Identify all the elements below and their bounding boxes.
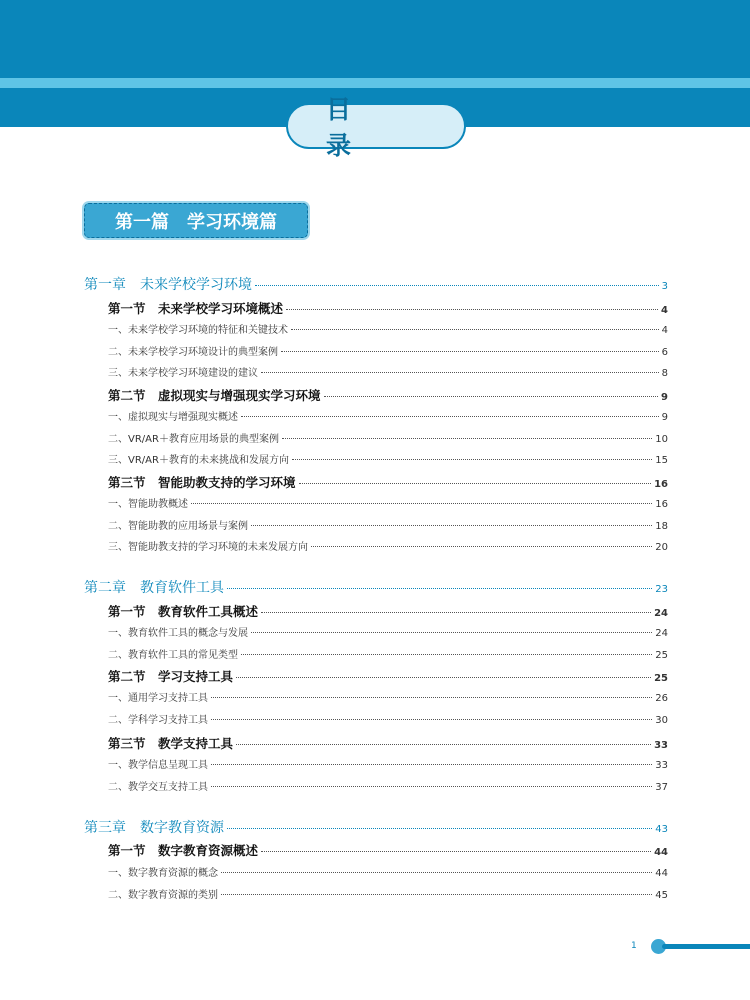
toc-item-label: 三、未来学校学习环境建设的建议 bbox=[108, 368, 258, 379]
toc-page-number: 43 bbox=[655, 824, 668, 835]
toc-page-number: 26 bbox=[655, 693, 668, 704]
toc-item-row[interactable] bbox=[108, 711, 668, 726]
toc-item-label: 三、智能助教支持的学习环境的未来发展方向 bbox=[108, 542, 308, 553]
toc-item-label: 二、智能助教的应用场景与案例 bbox=[108, 521, 248, 532]
toc-item-row[interactable] bbox=[108, 408, 668, 423]
toc-chapter-label: 第二章 教育软件工具 bbox=[84, 580, 224, 596]
toc-item-row[interactable] bbox=[108, 517, 668, 532]
toc-section-row[interactable] bbox=[108, 473, 668, 491]
toc-leader-dots bbox=[255, 285, 659, 286]
toc-leader-dots bbox=[227, 828, 652, 829]
toc-item-label: 一、教学信息呈现工具 bbox=[108, 760, 208, 771]
toc-section-label: 第三节 智能助教支持的学习环境 bbox=[108, 475, 296, 490]
toc-item-label: 三、VR/AR＋教育的未来挑战和发展方向 bbox=[108, 455, 289, 466]
toc-item-label: 二、教育软件工具的常见类型 bbox=[108, 650, 238, 661]
toc-leader-dots bbox=[251, 632, 652, 633]
toc-leader-dots bbox=[282, 438, 652, 439]
toc-leader-dots bbox=[191, 503, 652, 504]
part-heading: 第一篇 学习环境篇 bbox=[84, 203, 308, 238]
toc-leader-dots bbox=[211, 697, 652, 698]
toc-leader-dots bbox=[211, 764, 652, 765]
toc-leader-dots bbox=[227, 588, 652, 589]
toc-item-label: 一、未来学校学习环境的特征和关键技术 bbox=[108, 325, 288, 336]
toc-page-number: 15 bbox=[655, 455, 668, 466]
toc-page-number: 4 bbox=[661, 305, 668, 316]
toc-item-label: 一、通用学习支持工具 bbox=[108, 693, 208, 704]
toc-leader-dots bbox=[281, 351, 659, 352]
toc-item-row[interactable] bbox=[108, 538, 668, 553]
toc-chapter-row[interactable] bbox=[84, 577, 668, 597]
toc-item-label: 二、数字教育资源的类别 bbox=[108, 890, 218, 901]
toc-item-label: 二、学科学习支持工具 bbox=[108, 715, 208, 726]
toc-leader-dots bbox=[241, 416, 659, 417]
toc-chapter-label: 第一章 未来学校学习环境 bbox=[84, 277, 252, 293]
toc-leader-dots bbox=[251, 525, 652, 526]
toc-section-row[interactable] bbox=[108, 602, 668, 620]
toc-leader-dots bbox=[236, 744, 651, 745]
toc-leader-dots bbox=[221, 872, 652, 873]
toc-item-row[interactable] bbox=[108, 646, 668, 661]
toc-item-label: 二、VR/AR＋教育应用场景的典型案例 bbox=[108, 434, 279, 445]
toc-item-row[interactable] bbox=[108, 364, 668, 379]
toc-page-number: 8 bbox=[661, 368, 668, 379]
toc-page-number: 9 bbox=[661, 412, 668, 423]
toc-page-number: 4 bbox=[661, 325, 668, 336]
toc-item-row[interactable] bbox=[108, 451, 668, 466]
toc-leader-dots bbox=[241, 654, 652, 655]
toc-item-row[interactable] bbox=[108, 756, 668, 771]
toc-item-row[interactable] bbox=[108, 495, 668, 510]
toc-page-number: 44 bbox=[655, 868, 668, 879]
toc-leader-dots bbox=[324, 396, 659, 397]
toc-section-label: 第三节 教学支持工具 bbox=[108, 736, 234, 751]
toc-page-number: 44 bbox=[654, 847, 668, 858]
footer-bar-decoration bbox=[662, 944, 750, 949]
toc-page-number: 16 bbox=[654, 479, 668, 490]
toc-leader-dots bbox=[292, 459, 652, 460]
toc-leader-dots bbox=[211, 719, 652, 720]
header-stripe bbox=[0, 78, 750, 88]
toc-section-label: 第二节 学习支持工具 bbox=[108, 669, 234, 684]
toc-leader-dots bbox=[261, 612, 651, 613]
footer-page-number: 1 bbox=[631, 941, 637, 951]
toc-item-row[interactable] bbox=[108, 886, 668, 901]
toc-page-number: 33 bbox=[655, 760, 668, 771]
toc-item-row[interactable] bbox=[108, 430, 668, 445]
toc-item-label: 一、数字教育资源的概念 bbox=[108, 868, 218, 879]
toc-item-row[interactable] bbox=[108, 778, 668, 793]
toc-leader-dots bbox=[261, 851, 651, 852]
toc-chapter-row[interactable] bbox=[84, 817, 668, 837]
toc-leader-dots bbox=[236, 677, 651, 678]
toc-page-number: 45 bbox=[655, 890, 668, 901]
toc-page-number: 10 bbox=[655, 434, 668, 445]
toc-section-row[interactable] bbox=[108, 667, 668, 685]
toc-chapter-row[interactable] bbox=[84, 274, 668, 294]
toc-page-number: 25 bbox=[654, 673, 668, 684]
toc-item-label: 一、智能助教概述 bbox=[108, 499, 188, 510]
toc-page-number: 9 bbox=[661, 392, 668, 403]
toc-page-number: 6 bbox=[661, 347, 668, 358]
toc-leader-dots bbox=[261, 372, 659, 373]
toc-page-number: 24 bbox=[655, 628, 668, 639]
toc-page-number: 23 bbox=[655, 584, 668, 595]
page-title: 目 录 bbox=[286, 103, 466, 149]
toc-page-number: 20 bbox=[655, 542, 668, 553]
toc-item-row[interactable] bbox=[108, 343, 668, 358]
toc-leader-dots bbox=[299, 483, 652, 484]
toc-section-row[interactable] bbox=[108, 299, 668, 317]
toc-page-number: 3 bbox=[661, 281, 668, 292]
toc-page-number: 33 bbox=[654, 740, 668, 751]
toc-page-number: 24 bbox=[654, 608, 668, 619]
toc-page-number: 18 bbox=[655, 521, 668, 532]
toc-section-label: 第一节 数字教育资源概述 bbox=[108, 843, 259, 858]
toc-page-number: 25 bbox=[655, 650, 668, 661]
toc-item-row[interactable] bbox=[108, 321, 668, 336]
toc-section-row[interactable] bbox=[108, 386, 668, 404]
toc-section-label: 第二节 虚拟现实与增强现实学习环境 bbox=[108, 388, 321, 403]
toc-item-row[interactable] bbox=[108, 624, 668, 639]
toc-section-label: 第一节 教育软件工具概述 bbox=[108, 604, 259, 619]
toc-leader-dots bbox=[291, 329, 659, 330]
toc-item-label: 二、未来学校学习环境设计的典型案例 bbox=[108, 347, 278, 358]
toc-chapter-label: 第三章 数字教育资源 bbox=[84, 820, 224, 836]
toc-section-row[interactable] bbox=[108, 734, 668, 752]
toc-item-label: 二、教学交互支持工具 bbox=[108, 782, 208, 793]
toc-leader-dots bbox=[211, 786, 652, 787]
toc-page-number: 16 bbox=[655, 499, 668, 510]
toc-section-row[interactable] bbox=[108, 841, 668, 859]
toc-item-row[interactable] bbox=[108, 689, 668, 704]
toc-leader-dots bbox=[221, 894, 652, 895]
toc-page-number: 30 bbox=[655, 715, 668, 726]
toc-leader-dots bbox=[286, 309, 658, 310]
toc-page-number: 37 bbox=[655, 782, 668, 793]
toc-item-label: 一、教育软件工具的概念与发展 bbox=[108, 628, 248, 639]
toc-leader-dots bbox=[311, 546, 652, 547]
toc-section-label: 第一节 未来学校学习环境概述 bbox=[108, 301, 284, 316]
toc-item-label: 一、虚拟现实与增强现实概述 bbox=[108, 412, 238, 423]
toc-item-row[interactable] bbox=[108, 864, 668, 879]
